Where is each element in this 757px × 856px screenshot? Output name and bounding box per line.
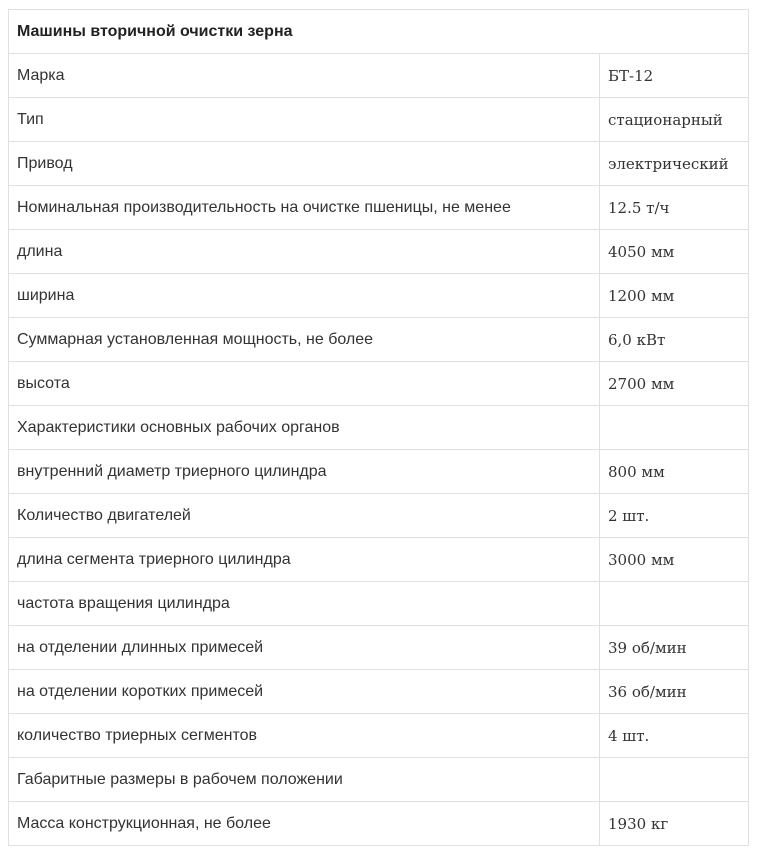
- table-title-row: [9, 10, 749, 54]
- row-name: ширина: [9, 274, 600, 318]
- row-name: длина сегмента триерного цилиндра: [9, 538, 600, 582]
- row-value: стационарный: [600, 98, 749, 142]
- table-row: [9, 758, 749, 802]
- row-name: на отделении длинных примесей: [9, 626, 600, 670]
- table-row: [9, 186, 749, 230]
- row-value: 1930 кг: [600, 802, 749, 846]
- row-name: Характеристики основных рабочих органов: [9, 406, 600, 450]
- table-row: [9, 714, 749, 758]
- row-name: Масса конструкционная, не более: [9, 802, 600, 846]
- row-value: [600, 582, 749, 626]
- row-name: Количество двигателей: [9, 494, 600, 538]
- table-row: [9, 318, 749, 362]
- table-row: [9, 450, 749, 494]
- row-value: 2 шт.: [600, 494, 749, 538]
- row-value: [600, 758, 749, 802]
- table-row: [9, 230, 749, 274]
- row-name: Номинальная производительность на очистке пшеницы, не менее: [9, 186, 600, 230]
- table-row: [9, 802, 749, 846]
- row-value: 36 об/мин: [600, 670, 749, 714]
- row-value: БТ-12: [600, 54, 749, 98]
- table-row: [9, 626, 749, 670]
- row-name: внутренний диаметр триерного цилиндра: [9, 450, 600, 494]
- row-value: [600, 406, 749, 450]
- spec-table: [8, 9, 749, 846]
- row-value: 1200 мм: [600, 274, 749, 318]
- table-row: [9, 582, 749, 626]
- row-name: Марка: [9, 54, 600, 98]
- row-name: количество триерных сегментов: [9, 714, 600, 758]
- table-row: [9, 274, 749, 318]
- row-value: 6,0 кВт: [600, 318, 749, 362]
- row-name: частота вращения цилиндра: [9, 582, 600, 626]
- table-row: [9, 362, 749, 406]
- table-title: Машины вторичной очистки зерна: [9, 10, 749, 54]
- table-row: [9, 494, 749, 538]
- row-value: 800 мм: [600, 450, 749, 494]
- table-row: [9, 54, 749, 98]
- table-row: [9, 98, 749, 142]
- row-name: Тип: [9, 98, 600, 142]
- table-row: [9, 142, 749, 186]
- row-value: 2700 мм: [600, 362, 749, 406]
- row-name: длина: [9, 230, 600, 274]
- table-row: [9, 670, 749, 714]
- row-name: Суммарная установленная мощность, не более: [9, 318, 600, 362]
- row-name: на отделении коротких примесей: [9, 670, 600, 714]
- row-value: 4050 мм: [600, 230, 749, 274]
- row-name: Габаритные размеры в рабочем положении: [9, 758, 600, 802]
- row-value: 39 об/мин: [600, 626, 749, 670]
- table-row: [9, 538, 749, 582]
- row-value: электрический: [600, 142, 749, 186]
- row-name: Привод: [9, 142, 600, 186]
- row-value: 12.5 т/ч: [600, 186, 749, 230]
- table-row: [9, 406, 749, 450]
- row-value: 4 шт.: [600, 714, 749, 758]
- row-name: высота: [9, 362, 600, 406]
- row-value: 3000 мм: [600, 538, 749, 582]
